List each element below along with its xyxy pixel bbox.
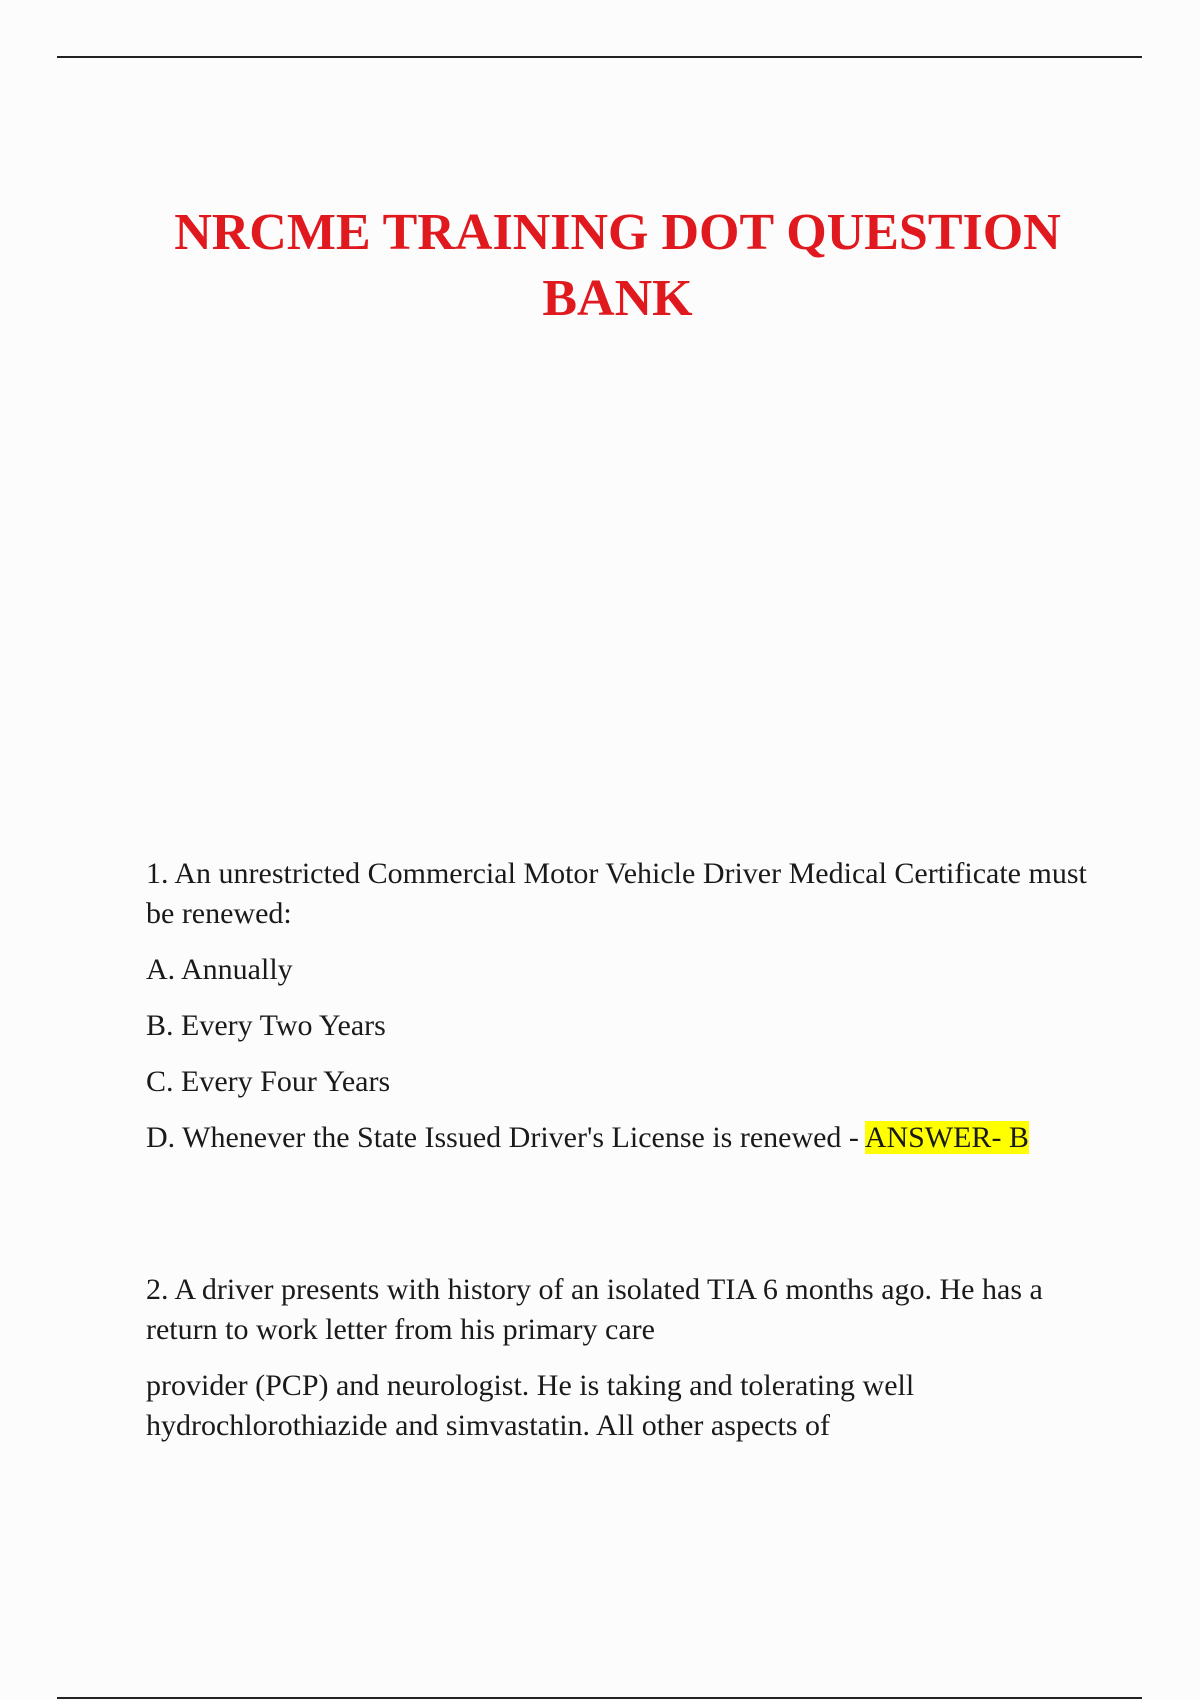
question-1-option-b: B. Every Two Years	[146, 1009, 386, 1042]
question-1-stem: 1. An unrestricted Commercial Motor Vehicle Driver Medical Certificate must be renewed:	[146, 857, 1087, 930]
answer-highlight: ANSWER- B	[864, 1121, 1029, 1154]
question-1-option-c: C. Every Four Years	[146, 1065, 391, 1098]
document-title: NRCME TRAINING DOT QUESTION BANK	[174, 204, 1061, 327]
question-1-option-d	[146, 1118, 1106, 1158]
question-1-option-a: A. Annually	[146, 953, 293, 986]
question-2-continuation: provider (PCP) and neurologist. He is taking and tolerating well hydrochlorothiazide and simvastatin. All other aspects of	[146, 1369, 915, 1442]
footer-rule	[57, 1697, 1142, 1699]
question-1-option-d-text: D. Whenever the State Issued Driver's License is renewed -	[146, 1121, 865, 1154]
question-2-stem: 2. A driver presents with history of an isolated TIA 6 months ago. He has a return to work letter from his primary care	[146, 1273, 1043, 1346]
header-rule	[57, 56, 1142, 58]
